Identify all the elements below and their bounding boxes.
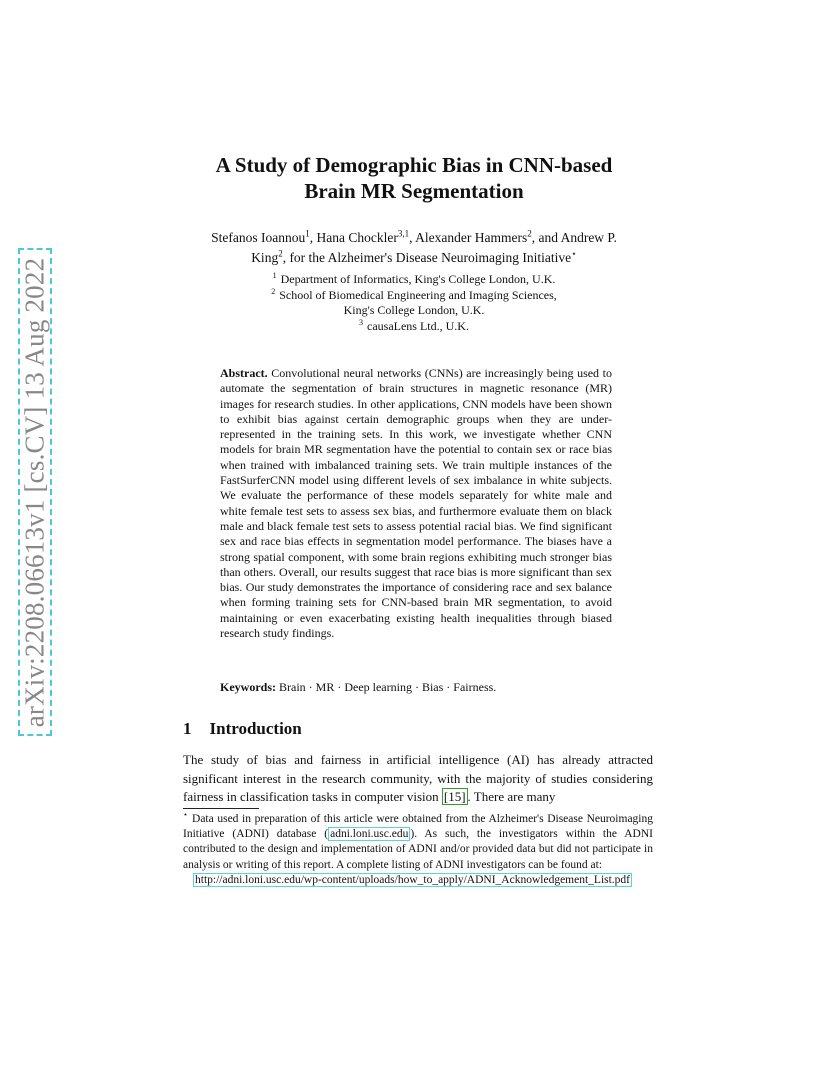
author-name: , Hana Chockler [309, 230, 398, 245]
footnote-divider [183, 808, 259, 809]
author-name: , Alexander Hammers [409, 230, 528, 245]
paper-title [0, 152, 828, 204]
footnote-text: ). As such, the investigators within the ADNI contributed to the design and implementation of ADNI and/or provided data but did not participate in analysis or writing of this report. A complete listing of ADNI investigators can be found at: [183, 828, 653, 871]
affiliation-list [0, 272, 828, 334]
intro-text: . There are many [467, 789, 556, 804]
acknowledgement-list-link[interactable]: http://adni.loni.usc.edu/wp-content/uploads/how_to_apply/ADNI_Acknowledgement_List.pdf [195, 873, 631, 886]
keywords-label: Keywords: [220, 680, 276, 694]
footnote-star-marker: ⋆ [571, 248, 577, 259]
intro-paragraph [183, 751, 653, 807]
section-title: Introduction [209, 719, 302, 738]
adni-website-link[interactable]: adni.loni.usc.edu [330, 828, 409, 841]
author-line-1 [0, 228, 828, 248]
author-affil-mark: 1 [305, 228, 310, 239]
footnote-star-marker: ⋆ [183, 810, 189, 820]
author-affil-mark: 2 [278, 248, 283, 259]
author-consortium: , for the Alzheimer's Disease Neuroimaging Initiative [282, 250, 572, 265]
author-affil-mark: 3,1 [397, 228, 410, 239]
affiliation-item: $^3$ causaLens Ltd., U.K. [359, 317, 469, 333]
keywords [220, 680, 620, 695]
paper-title-line-2: Brain MR Segmentation [304, 179, 524, 203]
section-number: 1 [183, 719, 192, 738]
intro-text: The study of bias and fairness in artificial intelligence (AI) has already attracted significant interest in the research community, with the majority of studies considering fairness in classification tasks in computer vision [183, 752, 653, 804]
abstract-label: Abstract. [220, 366, 268, 380]
affiliation-item: $^2$ School of Biomedical Engineering and Imaging Sciences, [271, 286, 557, 302]
abstract [220, 366, 612, 641]
abstract-text: Convolutional neural networks (CNNs) are increasingly being used to automate the segmentation of brain structures in magnetic resonance (MR) images for research studies. In other applications, CNN models have been shown to exhibit bias against certain demographic groups when they are under-represented in the training sets. In this work, we investigate whether CNN models for brain MR segmentation have the potential to contain sex or race bias when trained with imbalanced training sets. We train multiple instances of the FastSurferCNN model using different levels of sex imbalance in white subjects. We evaluate the performance of these models separately for white male and white female test sets to assess sex bias, and furthermore evaluate them on black male and black female test sets to assess potential racial bias. We find significant sex and race bias effects in segmentation model performance. The biases have a strong spatial component, with some brain regions exhibiting much stronger bias than others. Overall, our results suggest that race bias is more significant than sex bias. Our study demonstrates the importance of considering race and sex balance when forming training sets for CNN-based brain MR segmentation, to avoid maintaining or even exacerbating existing health inequalities through biased research study findings. [220, 366, 612, 641]
arxiv-identifier-text: arXiv:2208.06613v1 [cs.CV] 13 Aug 2022 [19, 257, 50, 727]
paper-title-line-1: A Study of Demographic Bias in CNN-based [215, 153, 613, 177]
section-heading [183, 719, 302, 739]
author-name: Stefanos Ioannou [211, 230, 306, 245]
author-line-2 [0, 248, 828, 268]
author-affil-mark: 2 [527, 228, 532, 239]
author-list [0, 228, 828, 268]
author-name: King [251, 250, 279, 265]
footnote [183, 812, 653, 888]
author-name: , and Andrew P. [531, 230, 617, 245]
affiliation-item: King's College London, U.K. [343, 303, 485, 317]
citation-link[interactable]: [15] [443, 789, 466, 804]
footnote-text: Data used in preparation of this article were obtained from the Alzheimer's Disease Neuroimaging Initiative (ADNI) database ( [183, 813, 653, 841]
affiliation-item: $^1$ Department of Informatics, King's College London, U.K. [272, 271, 556, 286]
keywords-text: Brain · MR · Deep learning · Bias · Fairness. [279, 680, 497, 694]
